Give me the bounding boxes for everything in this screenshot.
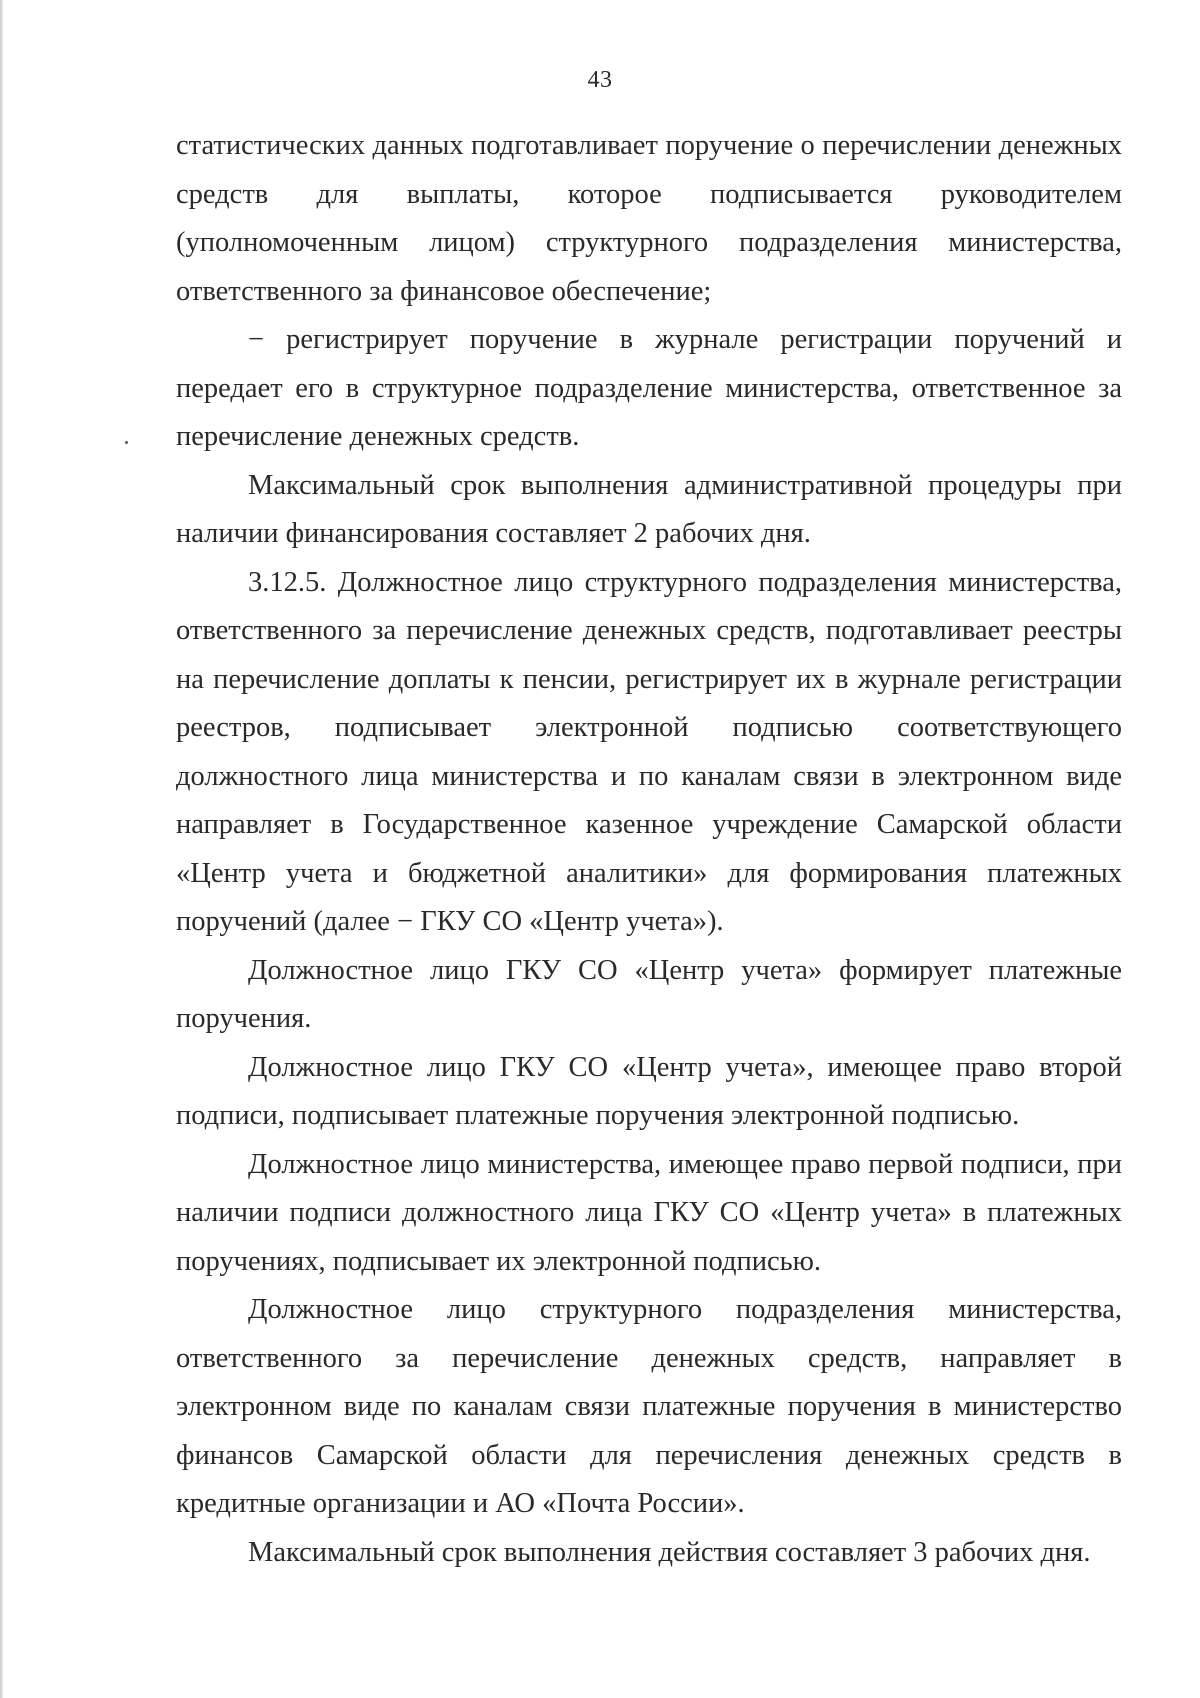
scan-left-edge <box>0 0 3 1698</box>
paragraph-max-term-procedure: Максимальный срок выполнения административной процедуры при наличии финансирования составляет 2 рабочих дня. <box>176 469 1122 549</box>
document-body <box>176 122 1122 1577</box>
paragraph-continuation: статистических данных подготавливает поручение о перечислении денежных средств для выплаты, которое подписывается руководителем (уполномоченным лицом) структурного подразделения министерства, ответственного за финансовое обеспечение; <box>176 130 1122 307</box>
paragraph-second-signature: Должностное лицо ГКУ СО «Центр учета», имеющее право второй подписи, подписывает платежные поручения электронной подписью. <box>176 1051 1122 1131</box>
page-number: 43 <box>587 67 613 93</box>
paragraph-send-to-finance-ministry: Должностное лицо структурного подразделения министерства, ответственного за перечисление денежных средств, направляет в электронном виде по каналам связи платежные поручения в министерство финансов Самарской области для перечисления денежных средств в кредитные организации и АО «Почта России». <box>176 1294 1122 1519</box>
paragraph-register-order: − регистрирует поручение в журнале регистрации поручений и передает его в структурное подразделение министерства, ответственное за перечисление денежных средств. <box>176 324 1122 452</box>
paragraph-max-term-action: Максимальный срок выполнения действия составляет 3 рабочих дня. <box>248 1536 1091 1568</box>
paragraph-first-signature: Должностное лицо министерства, имеющее право первой подписи, при наличии подписи должностного лица ГКУ СО «Центр учета» в платежных поручениях, подписывает их электронной подписью. <box>176 1148 1122 1277</box>
scan-speck <box>125 441 128 444</box>
paragraph-payment-orders-formation: Должностное лицо ГКУ СО «Центр учета» формирует платежные поручения. <box>176 954 1122 1034</box>
paragraph-section-3-12-5: 3.12.5. Должностное лицо структурного подразделения министерства, ответственного за перечисление денежных средств, подготавливает реестры на перечисление доплаты к пенсии, регистрирует их в журнале регистрации реестров, подписывает электронной подписью соответствующего должностного лица министерства и по каналам связи в электронном виде направляет в Государственное казенное учреждение Самарской области «Центр учета и бюджетной аналитики» для формирования платежных поручений (далее − ГКУ СО «Центр учета»). <box>176 566 1122 937</box>
